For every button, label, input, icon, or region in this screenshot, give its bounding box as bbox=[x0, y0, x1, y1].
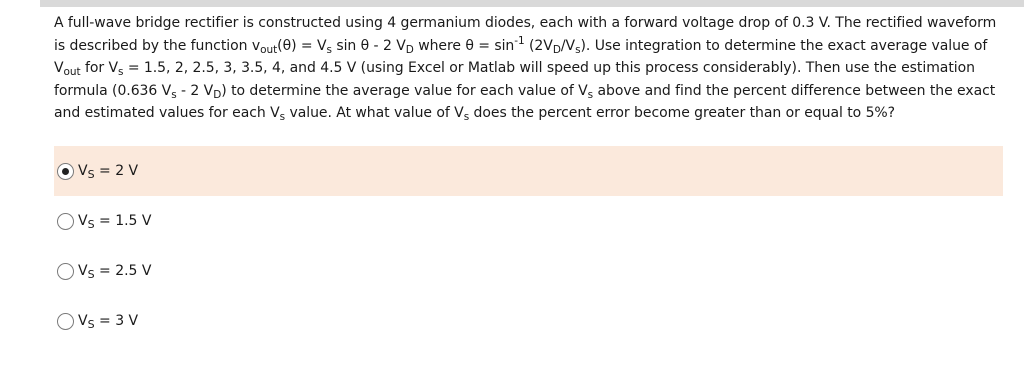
answer-option-1[interactable] bbox=[54, 146, 1003, 196]
answer-option-4[interactable] bbox=[54, 296, 1003, 346]
answer-option-2[interactable] bbox=[54, 196, 1003, 246]
top-divider bbox=[40, 0, 1024, 7]
answer-option-label: $V_S = 2.5$ V bbox=[78, 263, 152, 281]
question-text: A full-wave bridge rectifier is constructed using 4 germanium diodes, each with a forward voltage drop of 0.3 V. The rectified waveform is described by the function $v_{out}(\theta) = V_s$ sin θ - 2 $V_D$ where $\theta = \sin^{-1} (2V_D/V_s)$. Use integration to determine the exact average value of $V_{out}$ for $V_s = 1.5$, 2, 2.5, 3, 3.5, 4, and 4.5 V (using Excel or Matlab will speed up this process considerably). Then use the estimation formula (0.636 $V_s - 2$ $V_D$) to determine the average value for each value of $V_s$ above and find the percent difference between the exact and estimated values for each $V_s$ value. At what value of $V_s$ does the percent error become greater than or equal to 5%? bbox=[54, 15, 997, 124]
radio-checked-icon[interactable] bbox=[57, 163, 74, 180]
answer-option-label: $V_S = 1.5$ V bbox=[78, 213, 152, 231]
answer-option-label: $V_S = 2$ V bbox=[78, 163, 139, 181]
answer-options bbox=[54, 146, 1003, 346]
radio-unchecked-icon[interactable] bbox=[57, 213, 74, 230]
answer-option-3[interactable] bbox=[54, 246, 1003, 296]
answer-option-label: $V_S = 3$ V bbox=[78, 313, 139, 331]
radio-unchecked-icon[interactable] bbox=[57, 263, 74, 280]
radio-unchecked-icon[interactable] bbox=[57, 313, 74, 330]
